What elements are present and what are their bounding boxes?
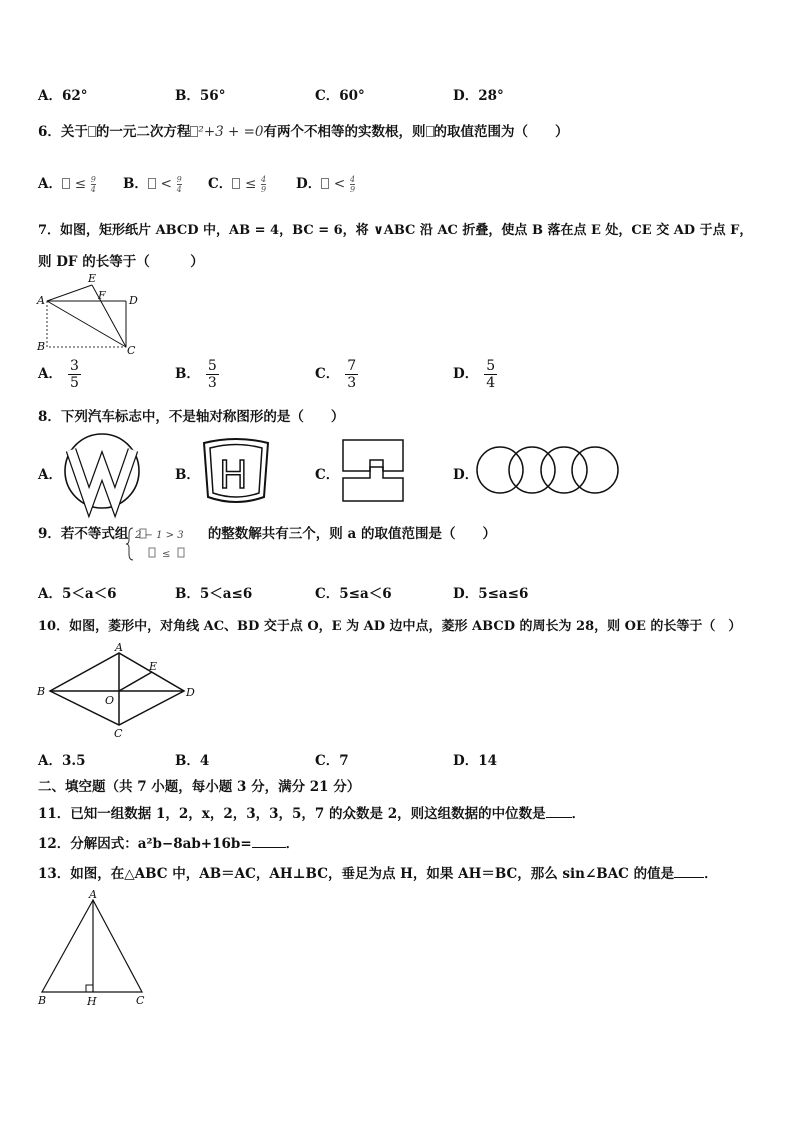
q11-end: ． — [571, 806, 586, 822]
q10-option-a: A．3.5 — [38, 753, 86, 769]
option-label: B． — [175, 366, 200, 382]
volkswagen-logo-icon — [62, 432, 144, 510]
q6-equation: ²+3 + =0 — [198, 124, 264, 140]
section-heading-fill-in: 二、填空题（共 7 小题，每小题 3 分，满分 21 分） — [38, 779, 361, 795]
q10-stem: 10．如图，菱形中，对角线 AC、BD 交于点 O，E 为 AD 边中点，菱形 ABCD 的周长为 28，则 OE 的长等于（ ） — [38, 619, 742, 634]
q6-stem-part: 有两个不相等的实数根，则 — [263, 124, 426, 140]
point-label-b: B — [37, 340, 46, 353]
denominator: 4 — [90, 185, 96, 194]
answer-blank[interactable] — [546, 817, 572, 818]
q11-stem — [38, 802, 585, 822]
q13-stem — [38, 862, 718, 882]
numerator: 9 — [90, 175, 96, 184]
point-label-a: A — [115, 641, 123, 654]
option-label: B． — [123, 176, 148, 192]
point-label-a: A — [89, 888, 97, 901]
denominator: 3 — [347, 375, 357, 391]
placeholder-box — [178, 548, 184, 557]
option-fraction — [345, 358, 358, 391]
option-fraction — [68, 358, 81, 391]
placeholder-box — [426, 126, 434, 137]
numerator: 5 — [207, 358, 217, 374]
numerator: 7 — [347, 358, 357, 374]
q12-end: ． — [285, 836, 300, 852]
denominator: 9 — [260, 185, 267, 194]
q6-option-c — [208, 172, 266, 194]
point-label-c: C — [114, 727, 123, 740]
q6-stem — [38, 120, 569, 140]
q9-stem-part: 9．若不等式组 — [38, 526, 129, 542]
answer-blank[interactable] — [252, 847, 286, 848]
q10-option-b: B．4 — [175, 753, 210, 769]
q6-stem-part: 6．关于 — [38, 124, 88, 140]
point-label-f: F — [98, 289, 106, 302]
q5-option-a: A．62° — [38, 88, 88, 104]
numerator: 4 — [260, 175, 267, 184]
q6-option-a — [38, 172, 96, 194]
four-rings-logo-icon — [476, 444, 620, 496]
q7-option-d — [453, 358, 497, 391]
q10-option-d: D．14 — [453, 753, 497, 769]
q13-end: ． — [704, 866, 718, 882]
denominator: 4 — [176, 185, 182, 194]
point-label-b: B — [38, 994, 47, 1007]
point-label-c: C — [127, 344, 136, 357]
denominator: 9 — [349, 185, 356, 194]
point-label-d: D — [186, 686, 195, 699]
option-sign: < — [333, 176, 346, 192]
placeholder-box — [232, 178, 240, 189]
option-label: C． — [315, 366, 340, 382]
q8-option-d-label: D． — [453, 467, 479, 483]
q6-stem-part: 的取值范围为（ ） — [433, 124, 569, 140]
option-label: D． — [453, 366, 479, 382]
placeholder-box — [149, 548, 155, 557]
q7-option-c — [315, 358, 358, 391]
q9-stem-part: 的整数解共有三个，则 a 的取值范围是（ ） — [207, 526, 496, 542]
option-fraction — [206, 358, 219, 391]
option-fraction — [484, 358, 497, 391]
point-label-a: A — [37, 294, 45, 307]
denominator: 5 — [69, 375, 79, 391]
point-label-h: H — [87, 995, 97, 1008]
point-label-o: O — [105, 694, 115, 707]
answer-blank[interactable] — [674, 877, 704, 878]
placeholder-box — [321, 178, 329, 189]
q10-option-c: C．7 — [315, 753, 349, 769]
q7-rectangle-fold-figure — [36, 272, 140, 357]
point-label-e: E — [88, 272, 97, 285]
option-sign: ≤ — [74, 176, 86, 192]
option-label: C． — [208, 176, 233, 192]
q8-option-b-label: B． — [175, 467, 200, 483]
point-label-d: D — [129, 294, 138, 307]
q5-option-d: D．28° — [453, 88, 504, 104]
point-label-b: B — [37, 685, 46, 698]
q13-isosceles-triangle-figure — [36, 886, 152, 1008]
inequality-line1: 2 − 1 > 3 — [135, 530, 184, 541]
q7-option-a — [38, 358, 81, 391]
option-fraction — [177, 175, 182, 194]
q9-option-d: D．5≤a≤6 — [453, 586, 529, 602]
option-fraction — [91, 175, 96, 194]
numerator: 5 — [486, 358, 496, 374]
option-sign: ≤ — [244, 176, 257, 192]
numerator: 3 — [69, 358, 79, 374]
q9-option-a: A．5＜a＜6 — [38, 586, 117, 602]
q7-option-b — [175, 358, 219, 391]
option-fraction — [350, 175, 355, 194]
option-label: D． — [296, 176, 322, 192]
q8-option-c-label: C． — [315, 467, 340, 483]
honda-logo-icon — [200, 437, 272, 507]
inequality-system — [126, 526, 206, 562]
q11-text: 11．已知一组数据 1，2，x，2，3，3，5，7 的众数是 2，则这组数据的中位数是 — [38, 806, 546, 822]
numerator: 9 — [176, 175, 182, 184]
placeholder-box — [88, 126, 96, 137]
option-label: A． — [38, 176, 62, 192]
interlocking-block-logo-icon — [340, 438, 406, 504]
honda-letter: H — [219, 453, 248, 497]
point-label-c: C — [136, 994, 145, 1007]
q12-stem — [38, 832, 299, 852]
point-label-e: E — [149, 660, 158, 673]
q10-rhombus-figure — [36, 640, 206, 740]
q12-text: 12．分解因式：a²b−8ab+16b= — [38, 836, 252, 852]
q5-option-c: C．60° — [315, 88, 365, 104]
q8-stem: 8．下列汽车标志中，不是轴对称图形的是（ ） — [38, 409, 345, 425]
option-label: A． — [38, 366, 62, 382]
q7-stem-line1: 7．如图，矩形纸片 ABCD 中，AB = 4，BC = 6，将 ∨ABC 沿 AC 折叠，使点 B 落在点 E 处，CE 交 AD 于点 F， — [38, 223, 753, 238]
q9-option-c: C．5≤a＜6 — [315, 586, 392, 602]
q7-stem-line2: 则 DF 的长等于（ ） — [38, 254, 204, 270]
q6-option-b — [123, 172, 182, 194]
q6-option-d — [296, 172, 355, 194]
denominator: 4 — [486, 375, 496, 391]
q13-text: 13．如图，在△ABC 中，AB＝AC，AH⊥BC，垂足为点 H，如果 AH＝BC，那么 sin∠BAC 的值是 — [38, 866, 675, 882]
placeholder-box — [148, 178, 156, 189]
q5-option-b: B．56° — [175, 88, 226, 104]
q9-option-b: B．5＜a≤6 — [175, 586, 253, 602]
q9-stem — [38, 522, 496, 542]
numerator: 4 — [349, 175, 356, 184]
option-fraction — [261, 175, 266, 194]
q8-option-a-label: A． — [38, 467, 62, 483]
inequality-line2: ≤ — [162, 549, 171, 560]
q6-stem-part: 的一元二次方程 — [95, 124, 191, 140]
option-sign: < — [160, 176, 172, 192]
denominator: 3 — [207, 375, 217, 391]
placeholder-box — [62, 178, 70, 189]
